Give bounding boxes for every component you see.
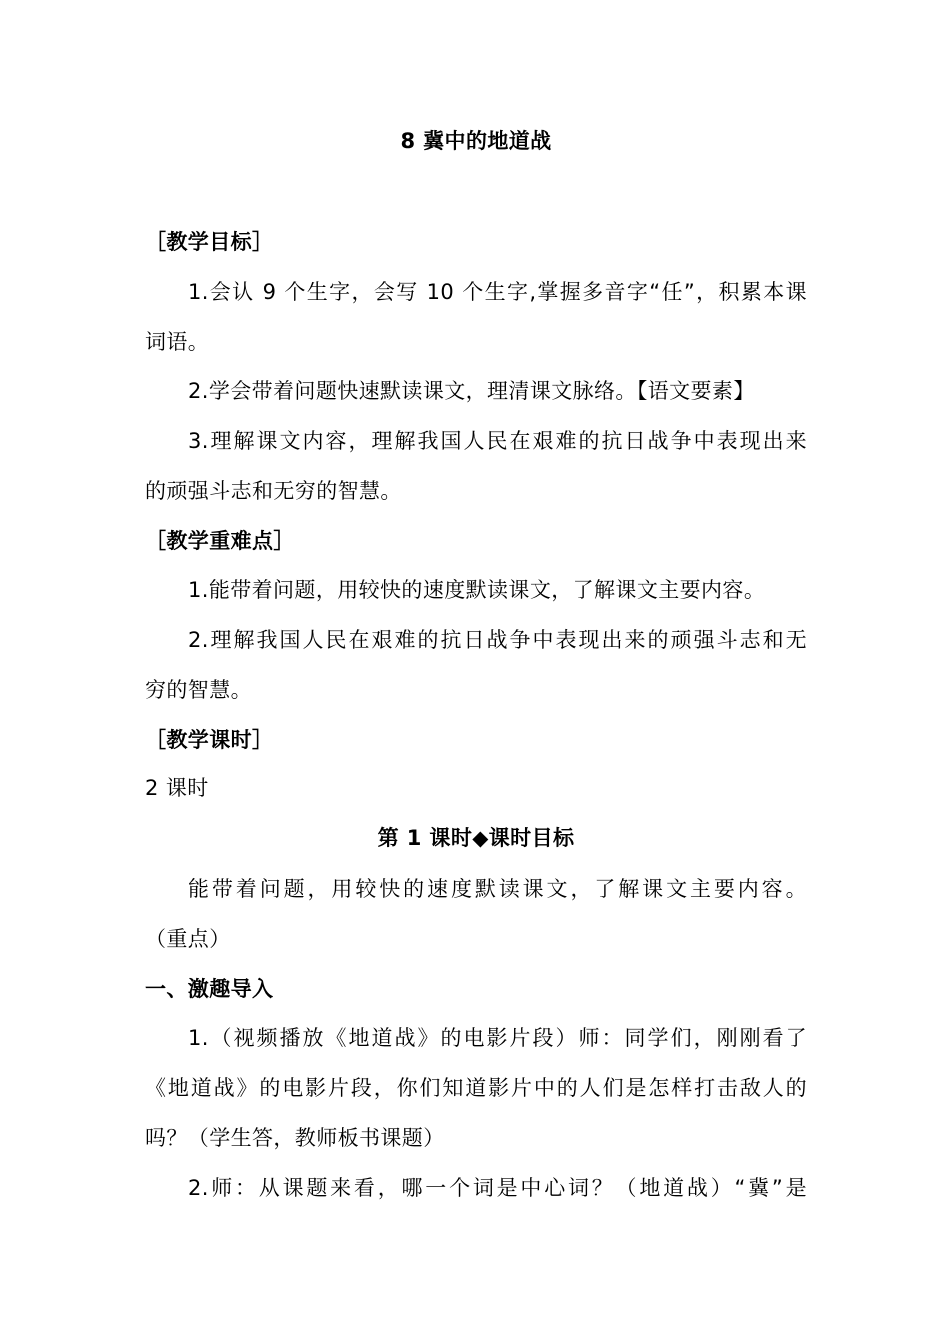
objective-2: 2.学会带着问题快速默读课文，理清课文脉络。【语文要素】 <box>188 379 755 403</box>
intro-p1-line-2: 《地道战》的电影片段，你们知道影片中的人们是怎样打击敌人的 <box>145 1076 807 1100</box>
objective-1-line-1: 1.会认 9 个生字，会写 10 个生字,掌握多音字“任”，积累本课 <box>188 280 807 304</box>
objective-1-line-2: 词语。 <box>145 330 210 354</box>
document-title: 8 冀中的地道战 <box>400 129 552 153</box>
periods-value: 2 课时 <box>145 776 209 800</box>
objective-3-line-1: 3.理解课文内容，理解我国人民在艰难的抗日战争中表现出来 <box>188 429 807 453</box>
section-heading-key-points: ［教学重难点］ <box>145 529 295 553</box>
lesson-1-goal-line-2: （重点） <box>145 927 231 951</box>
lesson-1-goal-line-1: 能带着问题，用较快的速度默读课文，了解课文主要内容。 <box>188 877 807 901</box>
lesson-1-heading: 第 1 课时◆课时目标 <box>377 826 575 850</box>
section-heading-periods: ［教学课时］ <box>145 728 274 752</box>
intro-p2-line-1: 2.师：从课题来看，哪一个词是中心词？（地道战）“冀”是 <box>188 1176 807 1200</box>
intro-p1-line-1: 1.（视频播放《地道战》的电影片段）师：同学们，刚刚看了 <box>188 1026 807 1050</box>
key-point-1: 1.能带着问题，用较快的速度默读课文，了解课文主要内容。 <box>188 578 766 602</box>
section-heading-objectives: ［教学目标］ <box>145 230 274 254</box>
objective-3-line-2: 的顽强斗志和无穷的智慧。 <box>145 479 402 503</box>
intro-p1-line-3: 吗？（学生答，教师板书课题） <box>145 1126 445 1150</box>
key-point-2-line-1: 2.理解我国人民在艰难的抗日战争中表现出来的顽强斗志和无 <box>188 628 807 652</box>
section-heading-intro: 一、激趣导入 <box>145 977 274 1001</box>
key-point-2-line-2: 穷的智慧。 <box>145 678 252 702</box>
